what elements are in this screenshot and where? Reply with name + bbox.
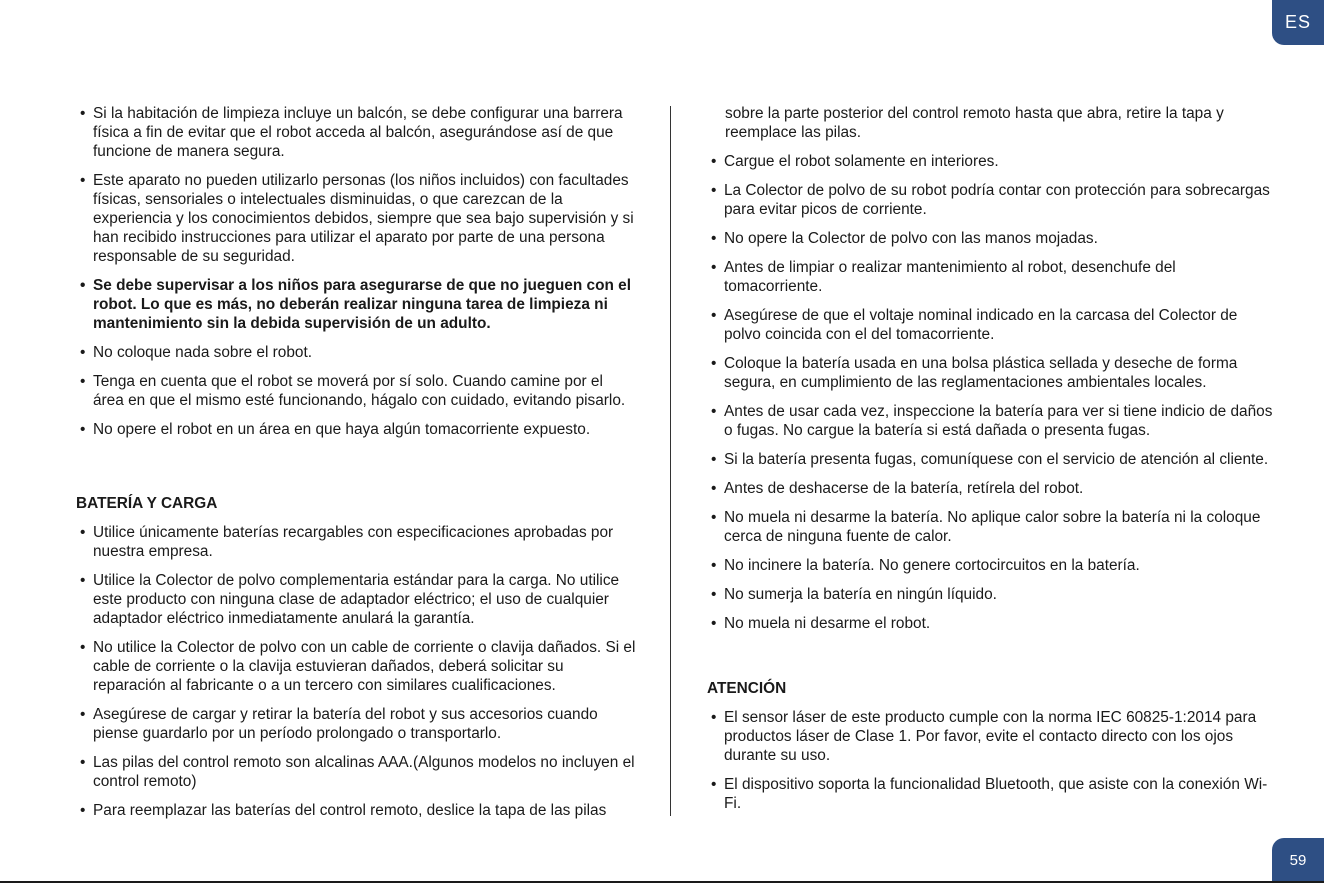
- section-heading-attention: ATENCIÓN: [707, 680, 787, 697]
- list-item: • No muela ni desarme la batería. No aplique calor sobre la batería ni la coloque cerca de ninguna fuente de calor.: [707, 508, 1273, 546]
- list-item: • Si la batería presenta fugas, comuníquese con el servicio de atención al cliente.: [707, 450, 1273, 469]
- column-divider: [670, 106, 671, 816]
- list-item: • No coloque nada sobre el robot.: [76, 343, 636, 362]
- list-item: • No sumerja la batería en ningún líquido.: [707, 585, 1273, 604]
- list-item: • Cargue el robot solamente en interiores.: [707, 152, 1273, 171]
- list-item: • Coloque la batería usada en una bolsa plástica sellada y deseche de forma segura, en cumplimiento de las reglamentaciones ambientales locales.: [707, 354, 1273, 392]
- list-item: • Si la habitación de limpieza incluye un balcón, se debe configurar una barrera física a fin de evitar que el robot acceda al balcón, asegurándose así de que funcione de manera segura.: [76, 104, 636, 161]
- list-item: • Asegúrese de cargar y retirar la batería del robot y sus accesorios cuando piense guardarlo por un período prolongado o transportarlo.: [76, 705, 636, 743]
- list-item: • El sensor láser de este producto cumple con la norma IEC 60825-1:2014 para productos láser de Clase 1. Por favor, evite el contacto directo con los ojos durante su uso.: [707, 708, 1273, 765]
- left-column: [76, 104, 636, 830]
- list-item: • No incinere la batería. No genere cortocircuitos en la batería.: [707, 556, 1273, 575]
- list-item: • La Colector de polvo de su robot podría contar con protección para sobrecargas para evitar picos de corriente.: [707, 181, 1273, 219]
- list-item: • Tenga en cuenta que el robot se moverá por sí solo. Cuando camine por el área en que el mismo esté funcionando, hágalo con cuidado, evitando pisarlo.: [76, 372, 636, 410]
- list-item: • El dispositivo soporta la funcionalidad Bluetooth, que asiste con la conexión Wi-Fi.: [707, 775, 1273, 813]
- page-number: 59: [1272, 838, 1324, 883]
- attention-list: [707, 708, 1273, 813]
- list-item: • No opere el robot en un área en que haya algún tomacorriente expuesto.: [76, 420, 636, 439]
- list-item: • No utilice la Colector de polvo con un cable de corriente o clavija dañados. Si el cable de corriente o la clavija estuvieran dañados, deberá solicitar su reparación al fabricante o a un tercero con similares cualificaciones.: [76, 638, 636, 695]
- list-item: • Antes de deshacerse de la batería, retírela del robot.: [707, 479, 1273, 498]
- list-item: • Antes de limpiar o realizar mantenimiento al robot, desenchufe del tomacorriente.: [707, 258, 1273, 296]
- list-item: • Este aparato no pueden utilizarlo personas (los niños incluidos) con facultades físicas, sensoriales o intelectuales disminuidas, o que carezcan de la experiencia y los conocimientos debidos, siempre que sea bajo supervisión y si han recibido instrucciones para utilizar el aparato por parte de una persona responsable de su seguridad.: [76, 171, 636, 266]
- continued-text: sobre la parte posterior del control remoto hasta que abra, retire la tapa y reemplace las pilas.: [725, 105, 1224, 141]
- section-heading-battery: BATERÍA Y CARGA: [76, 495, 218, 512]
- right-column: [707, 104, 1273, 823]
- list-item: • Asegúrese de que el voltaje nominal indicado en la carcasa del Colector de polvo coincida con el del tomacorriente.: [707, 306, 1273, 344]
- safety-list: [76, 104, 636, 439]
- list-item-warning: • Se debe supervisar a los niños para asegurarse de que no jueguen con el robot. Lo que es más, no deberán realizar ninguna tarea de limpieza ni mantenimiento sin la debida supervisión de un adulto.: [76, 276, 636, 333]
- list-item: • No muela ni desarme el robot.: [707, 614, 1273, 633]
- battery-list: [76, 523, 636, 820]
- battery-list-continued: [707, 152, 1273, 633]
- list-item: • Antes de usar cada vez, inspeccione la batería para ver si tiene indicio de daños o fugas. No cargue la batería si está dañada o presenta fugas.: [707, 402, 1273, 440]
- list-item: • Utilice la Colector de polvo complementaria estándar para la carga. No utilice este producto con ninguna clase de adaptador eléctrico; el uso de cualquier adaptador eléctrico inmediatamente anulará la garantía.: [76, 571, 636, 628]
- list-item: • Las pilas del control remoto son alcalinas AAA.(Algunos modelos no incluyen el control remoto): [76, 753, 636, 791]
- language-tab: ES: [1272, 0, 1324, 45]
- list-item: • Para reemplazar las baterías del control remoto, deslice la tapa de las pilas: [76, 801, 636, 820]
- list-item: • No opere la Colector de polvo con las manos mojadas.: [707, 229, 1273, 248]
- list-item: • Utilice únicamente baterías recargables con especificaciones aprobadas por nuestra empresa.: [76, 523, 636, 561]
